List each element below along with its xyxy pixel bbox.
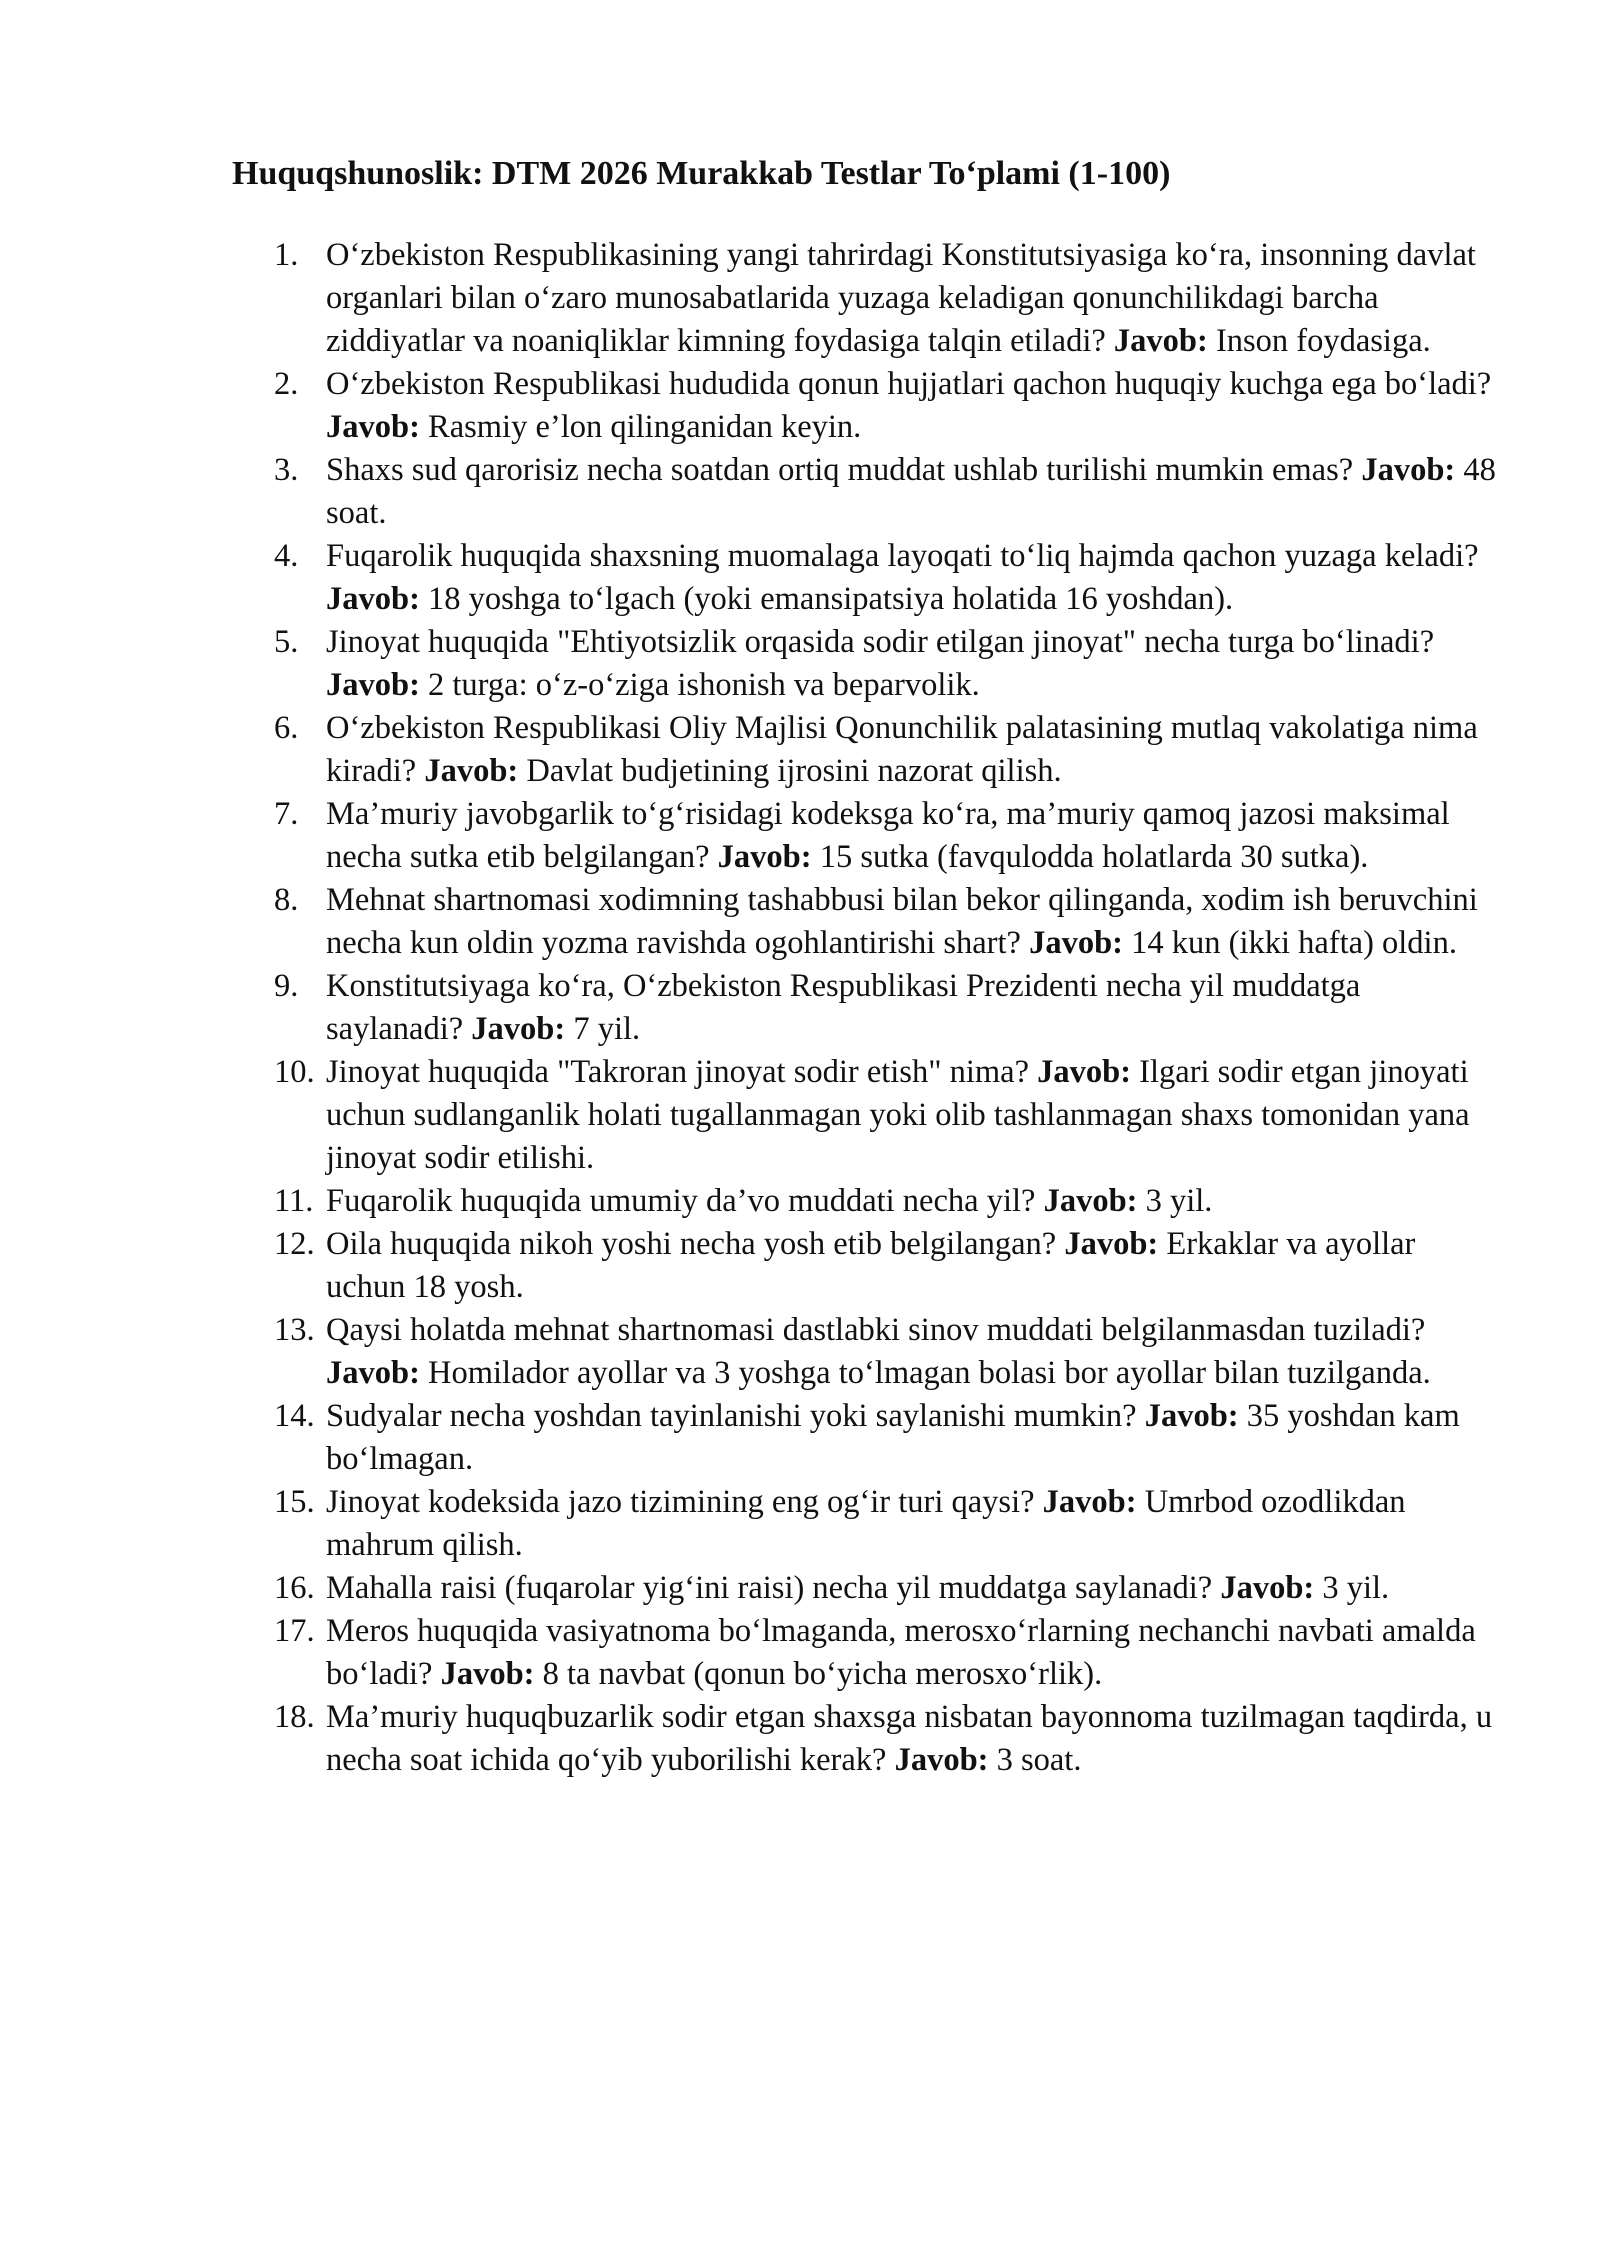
question-number: 2. [274,366,299,402]
question-item [0,793,1496,879]
answer-text: Homilador ayollar va 3 yoshga to‘lmagan bolasi bor ayollar bilan tuzilganda. [428,1355,1431,1391]
question-text: Jinoyat huquqida "Takroran jinoyat sodir etish" nima? [326,1054,1030,1090]
answer-label: Javob: [1029,925,1123,961]
answer-text: 14 kun (ikki hafta) oldin. [1131,925,1457,961]
question-item [0,449,1496,535]
question-number: 1. [274,237,299,273]
question-number: 7. [274,796,299,832]
question-item [0,1696,1496,1782]
question-item [0,234,1496,363]
answer-text: Umrbod ozodlikdan mahrum qilish. [326,1484,1406,1563]
question-item [0,1567,1496,1610]
question-item [0,707,1496,793]
question-item [0,535,1496,621]
answer-label: Javob: [1043,1183,1138,1219]
question-number: 10. [274,1054,315,1090]
answer-label: Javob: [1220,1570,1315,1606]
question-text: O‘zbekiston Respublikasi hududida qonun hujjatlari qachon huquqiy kuchga ega bo‘ladi? [326,366,1492,402]
answer-label: Javob: [326,667,420,703]
question-text: O‘zbekiston Respublikasi Oliy Majlisi Qonunchilik palatasining mutlaq vakolatiga nima kiradi? [326,710,1478,789]
question-text: Oila huquqida nikoh yoshi necha yosh etib belgilangan? [326,1226,1057,1262]
answer-label: Javob: [1361,452,1456,488]
question-item [0,621,1496,707]
question-text: Shaxs sud qarorisiz necha soatdan ortiq muddat ushlab turilishi mumkin emas? [326,452,1354,488]
answer-text: Rasmiy e’lon qilinganidan keyin. [428,409,862,445]
question-text: Sudyalar necha yoshdan tayinlanishi yoki saylanishi mumkin? [326,1398,1137,1434]
question-text: Ma’muriy javobgarlik to‘g‘risidagi kodeksga ko‘ra, ma’muriy qamoq jazosi maksimal necha sutka etib belgilangan? [326,796,1450,875]
answer-text: 18 yoshga to‘lgach (yoki emansipatsiya holatida 16 yoshdan). [428,581,1234,617]
answer-text: Erkaklar va ayollar uchun 18 yosh. [326,1226,1416,1305]
answer-label: Javob: [1042,1484,1137,1520]
question-list [0,234,1600,1782]
question-item [0,1051,1496,1180]
answer-label: Javob: [471,1011,566,1047]
answer-text: 7 yil. [573,1011,641,1047]
question-item [0,1223,1496,1309]
answer-text: 2 turga: o‘z-o‘ziga ishonish va beparvolik. [428,667,980,703]
question-number: 8. [274,882,299,918]
answer-label: Javob: [326,581,420,617]
question-number: 15. [274,1484,315,1520]
question-text: Meros huquqida vasiyatnoma bo‘lmaganda, merosxo‘rlarning nechanchi navbati amalda bo‘ladi? [326,1613,1476,1692]
question-item [0,363,1496,449]
question-text: Jinoyat kodeksida jazo tizimining eng og‘ir turi qaysi? [326,1484,1035,1520]
answer-text: Davlat budjetining ijrosini nazorat qilish. [526,753,1062,789]
question-text: Mahalla raisi (fuqarolar yig‘ini raisi) necha yil muddatga saylanadi? [326,1570,1213,1606]
question-number: 17. [274,1613,315,1649]
question-number: 5. [274,624,299,660]
answer-label: Javob: [894,1742,989,1778]
question-number: 12. [274,1226,315,1262]
question-text: Qaysi holatda mehnat shartnomasi dastlabki sinov muddati belgilanmasdan tuziladi? [326,1312,1426,1348]
question-item [0,965,1496,1051]
question-item [0,1180,1496,1223]
question-number: 13. [274,1312,315,1348]
question-item [0,879,1496,965]
question-number: 6. [274,710,299,746]
answer-label: Javob: [1113,323,1208,359]
document-title: Huquqshunoslik: DTM 2026 Murakkab Testlar To‘plami (1-100) [232,155,1171,192]
question-number: 18. [274,1699,315,1735]
answer-label: Javob: [1037,1054,1132,1090]
answer-text: 48 soat. [326,452,1496,531]
question-number: 14. [274,1398,315,1434]
question-number: 9. [274,968,299,1004]
answer-text: 3 yil. [1322,1570,1390,1606]
answer-label: Javob: [717,839,812,875]
question-item [0,1395,1496,1481]
answer-text: 15 sutka (favqulodda holatlarda 30 sutka). [819,839,1369,875]
answer-text: Inson foydasiga. [1215,323,1431,359]
answer-text: 3 yil. [1145,1183,1213,1219]
answer-label: Javob: [1144,1398,1239,1434]
question-text: Mehnat shartnomasi xodimning tashabbusi bilan bekor qilinganda, xodim ish beruvchini necha kun oldin yozma ravishda ogohlantirishi shart? [326,882,1478,961]
question-text: O‘zbekiston Respublikasining yangi tahrirdagi Konstitutsiyasiga ko‘ra, insonning davlat organlari bilan o‘zaro munosabatlarida yuzaga keladigan qonunchilikdagi barcha ziddiyatlar va noaniqliklar kimning foydasiga talqin etiladi? [326,237,1476,359]
question-text: Ma’muriy huquqbuzarlik sodir etgan shaxsga nisbatan bayonnoma tuzilmagan taqdirda, u necha soat ichida qo‘yib yuborilishi kerak? [326,1699,1493,1778]
answer-text: 8 ta navbat (qonun bo‘yicha merosxo‘rlik). [542,1656,1103,1692]
answer-text: 35 yoshdan kam bo‘lmagan. [326,1398,1460,1477]
answer-label: Javob: [326,1355,420,1391]
answer-label: Javob: [424,753,519,789]
answer-text: 3 soat. [996,1742,1082,1778]
answer-label: Javob: [440,1656,535,1692]
question-number: 4. [274,538,299,574]
answer-label: Javob: [326,409,420,445]
question-number: 3. [274,452,299,488]
question-item [0,1610,1496,1696]
question-text: Fuqarolik huquqida umumiy da’vo muddati necha yil? [326,1183,1036,1219]
question-text: Fuqarolik huquqida shaxsning muomalaga layoqati to‘liq hajmda qachon yuzaga keladi? [326,538,1479,574]
question-item [0,1309,1496,1395]
question-item [0,1481,1496,1567]
question-text: Konstitutsiyaga ko‘ra, O‘zbekiston Respublikasi Prezidenti necha yil muddatga saylanadi? [326,968,1361,1047]
answer-text: Ilgari sodir etgan jinoyati uchun sudlanganlik holati tugallanmagan yoki olib tashlanmagan shaxs tomonidan yana jinoyat sodir etilishi. [326,1054,1470,1176]
answer-label: Javob: [1064,1226,1159,1262]
question-text: Jinoyat huquqida "Ehtiyotsizlik orqasida sodir etilgan jinoyat" necha turga bo‘linadi? [326,624,1435,660]
question-number: 16. [274,1570,315,1606]
question-number: 11. [274,1183,314,1219]
